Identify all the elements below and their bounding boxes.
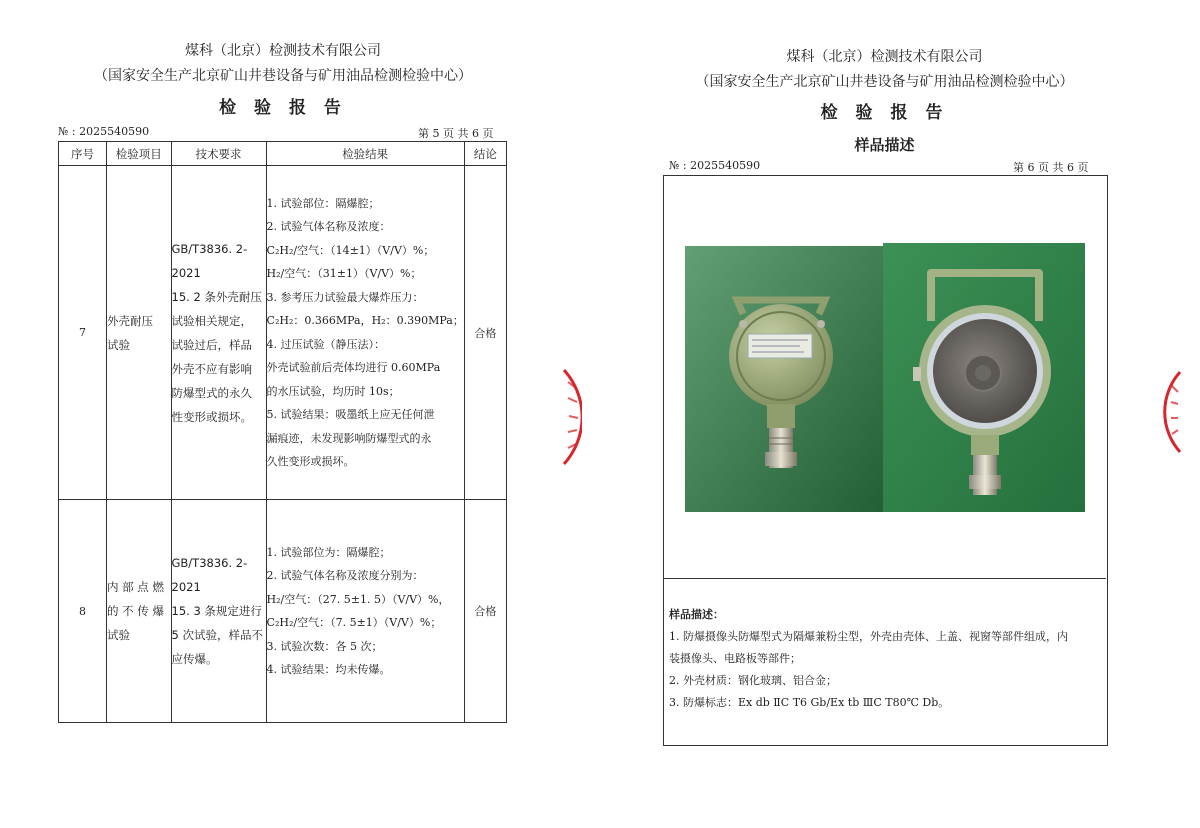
column-header: 序号 [59,142,107,166]
text-line: 的水压试验，均历时 10s； [266,384,400,398]
table-header-row [59,142,507,166]
text-line: 2. 试验气体名称及浓度分别为： [266,569,424,582]
text-line: GB/T3836. 2-2021 [171,556,248,594]
column-header: 结论 [464,142,506,166]
column-header: 检验结果 [266,142,464,166]
seal-stamp-partial [1162,370,1182,454]
test-item [106,166,171,500]
description-heading: 样品描述： [669,608,724,621]
report-title: 检 验 报 告 [219,98,347,118]
report-number: № : 2025540590 [58,125,150,138]
text-line: 3. 参考压力试验最大爆炸压力： [266,290,424,304]
text-line: 试验 [106,628,130,642]
center-name: （国家安全生产北京矿山井巷设备与矿用油品检测检验中心） [94,68,472,84]
technical-requirement [171,166,266,500]
text-line: 2. 试验气体名称及浓度： [266,220,391,233]
text-line: C₂H₂/空气：（7. 5±1）（V/V）%； [266,616,442,629]
sample-photo-front-view [883,243,1085,512]
description-line: 2. 外壳材质：钢化玻璃、铝合金； [669,674,837,687]
column-header: 技术要求 [171,142,266,166]
test-result [266,500,464,723]
row-number: 8 [59,500,107,723]
test-item [106,500,171,723]
table-row [59,500,507,723]
text-line: 外壳耐压 [106,313,153,328]
description-line: 3. 防爆标志：Ex db ⅡC T6 Gb/Ex tb ⅢC T80℃ Db。 [669,696,950,709]
text-line: C₂H₂：0.366MPa，H₂：0.390MPa； [266,314,464,327]
technical-requirement [171,500,266,723]
conclusion: 合格 [464,500,506,723]
conclusion: 合格 [464,166,506,500]
text-line: 1. 试验部位：隔爆腔； [266,196,380,210]
text-line: 久性变形或损坏。 [266,455,355,468]
company-name: 煤科（北京）检测技术有限公司 [185,43,381,59]
page-info: 第 5 页 共 6 页 [418,127,494,140]
report-title: 检 验 报 告 [820,103,949,123]
text-line: 性变形或损坏。 [171,409,252,424]
section-title: 样品描述 [854,136,915,154]
text-line: 试验相关规定， [171,313,252,328]
text-line: 外壳不应有影响 [171,361,252,376]
sample-description [669,604,1103,714]
text-line: 试验 [106,337,130,352]
text-line: 的 不 传 爆 [106,604,164,618]
test-result [266,166,464,500]
text-line: GB/T3836. 2-2021 [171,241,248,280]
text-line: 15. 2 条外壳耐压 [171,289,262,304]
test-results-table [58,141,507,723]
text-line: 1. 试验部位为：隔爆腔； [266,545,391,559]
description-line: 1. 防爆摄像头防爆型式为隔爆兼粉尘型，外壳由壳体、上盖、视窗等部件组成，内 [669,630,1068,643]
text-line: 3. 试验次数：各 5 次； [266,639,383,653]
row-number: 7 [59,166,107,500]
text-line: H₂/空气：（27. 5±1. 5）（V/V）%， [266,592,450,606]
text-line: 应传爆。 [171,652,218,666]
seal-stamp-partial [562,368,582,468]
text-line: 15. 3 条规定进行 [171,604,262,618]
company-name: 煤科（北京）检测技术有限公司 [786,49,983,65]
text-line: C₂H₂/空气：（14±1）（V/V）%； [266,243,435,257]
text-line: 5 次试验，样品不 [171,628,263,642]
text-line: 试验过后，样品 [171,337,252,352]
page-info: 第 6 页 共 6 页 [1013,161,1089,174]
report-number: № : 2025540590 [669,159,761,172]
text-line: 5. 试验结果：吸墨纸上应无任何泄 [266,408,435,421]
center-name: （国家安全生产北京矿山井巷设备与矿用油品检测检验中心） [695,74,1074,90]
column-header: 检验项目 [106,142,171,166]
text-line: H₂/空气：（31±1）（V/V）%； [266,267,422,280]
sample-photo-side-view [685,246,883,512]
text-line: 外壳试验前后壳体均进行 0.60MPa [266,361,441,374]
text-line: 4. 试验结果：均未传爆。 [266,663,391,676]
report-page-6 [600,0,1200,828]
table-row [59,166,507,500]
description-line: 装摄像头、电路板等部件； [669,652,801,665]
text-line: 漏痕迹，未发现影响防爆型式的永 [266,431,432,445]
text-line: 防爆型式的永久 [171,385,252,400]
text-line: 4. 过压试验（静压法）： [266,337,386,351]
text-line: 内 部 点 燃 [106,580,164,594]
divider [664,578,1106,579]
